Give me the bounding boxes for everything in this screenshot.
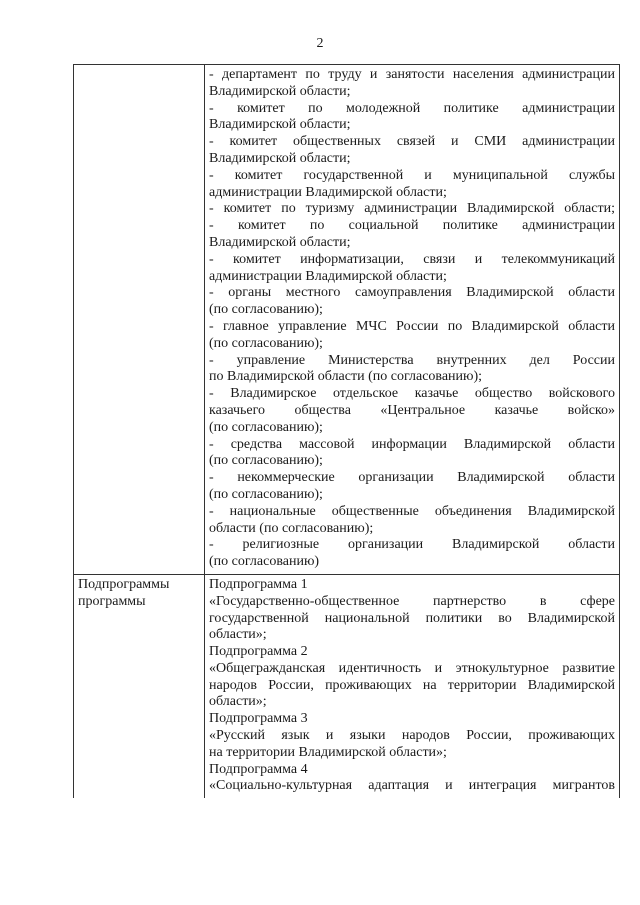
participant-line: Владимирской области; bbox=[209, 83, 351, 99]
table-row bbox=[74, 574, 620, 798]
row-label-line: программы bbox=[78, 593, 146, 609]
participant-line: (по согласованию); bbox=[209, 302, 323, 318]
participant-line: Владимирской области; bbox=[209, 150, 351, 166]
participant-line: (по согласованию); bbox=[209, 419, 323, 435]
subprogram-text: «Русский язык и языки народов России, проживающих bbox=[209, 728, 615, 744]
participants-cell bbox=[205, 65, 620, 575]
participant-line: области (по согласованию); bbox=[209, 520, 374, 536]
subprogram-text: «Социально-культурная адаптация и интеграция мигрантов bbox=[209, 778, 615, 794]
participant-line: - комитет по социальной политике администрации bbox=[209, 218, 615, 234]
subprogram-text: области»; bbox=[209, 694, 267, 710]
participant-line: Владимирской области; bbox=[209, 117, 351, 133]
page-number: 2 bbox=[316, 36, 324, 51]
participant-line: администрации Владимирской области; bbox=[209, 268, 447, 284]
subprogram-text: государственной национальной политики во Владимирской bbox=[209, 610, 615, 626]
row-label-cell bbox=[74, 574, 205, 798]
participant-line: - комитет общественных связей и СМИ администрации bbox=[209, 134, 615, 150]
participant-line: - комитет по молодежной политике администрации bbox=[209, 100, 615, 116]
participant-line: - средства массовой информации Владимирской области bbox=[209, 436, 615, 452]
participant-line: - комитет информатизации, связи и телекоммуникаций bbox=[209, 251, 615, 267]
subprogram-text: области»; bbox=[209, 627, 267, 643]
participant-line: - органы местного самоуправления Владимирской области bbox=[209, 285, 615, 301]
participant-line: (по согласованию); bbox=[209, 453, 323, 469]
subprogram-title: Подпрограмма 1 bbox=[209, 576, 308, 592]
participant-line: - главное управление МЧС России по Владимирской области bbox=[209, 318, 615, 334]
subprogram-text: «Государственно-общественное партнерство в сфере bbox=[209, 593, 615, 609]
participant-line: - национальные общественные объединения Владимирской bbox=[209, 503, 615, 519]
program-passport-table bbox=[73, 64, 620, 798]
participant-line: - религиозные организации Владимирской области bbox=[209, 537, 615, 553]
subprograms-cell bbox=[205, 574, 620, 798]
subprogram-title: Подпрограмма 2 bbox=[209, 644, 308, 660]
participant-line: - Владимирское отдельское казачье общество войскового bbox=[209, 386, 615, 402]
table-row bbox=[74, 65, 620, 575]
participant-line: - комитет государственной и муниципальной службы bbox=[209, 167, 615, 183]
participant-line: - управление Министерства внутренних дел России bbox=[209, 352, 615, 368]
participant-line: - комитет по туризму администрации Владимирской области; bbox=[209, 201, 615, 217]
participant-line: (по согласованию); bbox=[209, 486, 323, 502]
subprogram-text: «Общегражданская идентичность и этнокультурное развитие bbox=[209, 660, 615, 676]
participant-line: казачьего общества «Центральное казачье войско» bbox=[209, 402, 615, 418]
participant-line: (по согласованию); bbox=[209, 335, 323, 351]
participant-line: по Владимирской области (по согласованию); bbox=[209, 369, 483, 385]
row-label-cell bbox=[74, 65, 205, 575]
subprogram-title: Подпрограмма 3 bbox=[209, 711, 308, 727]
participant-line: - некоммерческие организации Владимирской области bbox=[209, 470, 615, 486]
participant-line: Владимирской области; bbox=[209, 234, 351, 250]
subprogram-text: на территории Владимирской области»; bbox=[209, 744, 447, 760]
participant-line: администрации Владимирской области; bbox=[209, 184, 447, 200]
row-label-line: Подпрограммы bbox=[78, 576, 170, 592]
subprogram-title: Подпрограмма 4 bbox=[209, 761, 308, 777]
participant-line: (по согласованию) bbox=[209, 554, 320, 570]
subprogram-text: народов России, проживающих на территории Владимирской bbox=[209, 677, 615, 693]
participant-line: - департамент по труду и занятости населения администрации bbox=[209, 67, 615, 82]
